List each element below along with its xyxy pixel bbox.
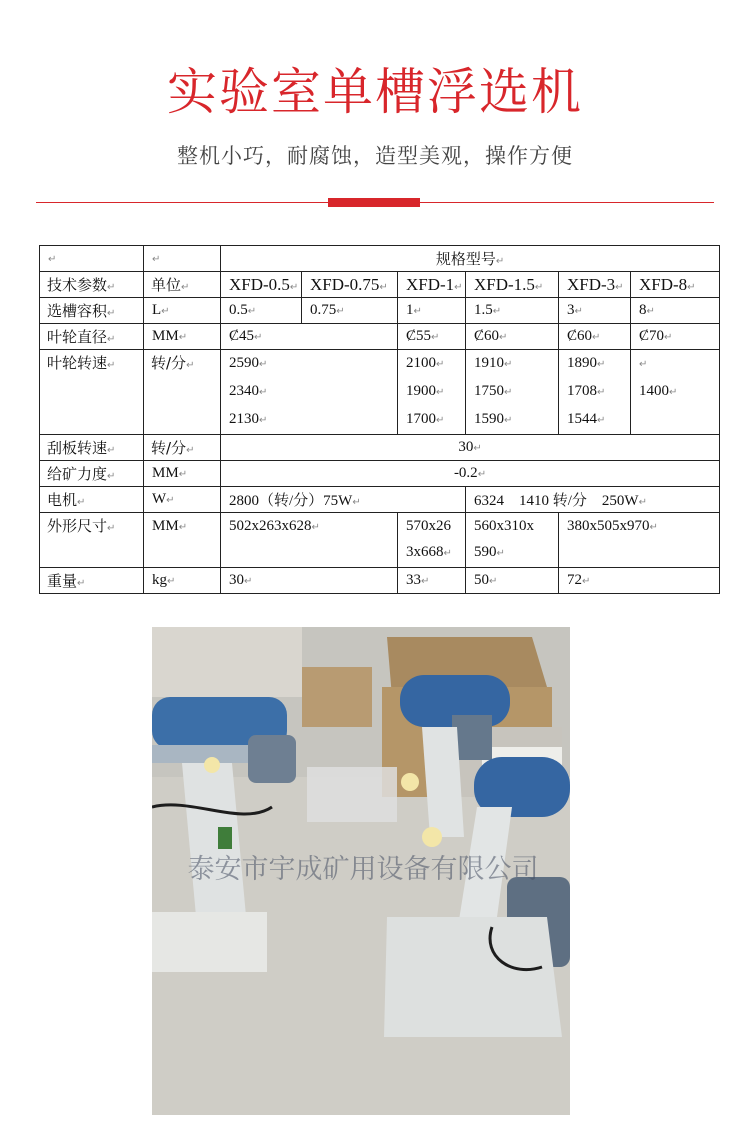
- row-label-volume: 选槽容积↵: [40, 298, 144, 324]
- model-cell: XFD-8↵: [631, 272, 720, 298]
- table-row: [40, 298, 720, 324]
- row-label-weight: 重量↵: [40, 568, 144, 594]
- value-cell: 72↵: [559, 568, 720, 594]
- value-cell: -0.2↵: [221, 461, 720, 487]
- unit-header: 单位↵: [144, 272, 221, 298]
- row-label-feed-size: 给矿力度↵: [40, 461, 144, 487]
- table-row: [40, 324, 720, 350]
- value-cell: 380x505x970↵: [559, 513, 720, 568]
- model-cell: XFD-1.5↵: [466, 272, 559, 298]
- spec-group-header: 规格型号↵: [221, 246, 720, 272]
- model-cell: XFD-3↵: [559, 272, 631, 298]
- value-cell: 6324 1410 转/分 250W↵: [466, 487, 720, 513]
- value-cell: 570x26 3x668↵: [398, 513, 466, 568]
- table-row: [40, 461, 720, 487]
- model-cell: XFD-1↵: [398, 272, 466, 298]
- value-cell: 2590↵ 2340↵ 2130↵: [221, 350, 398, 435]
- value-cell: 0.5↵: [221, 298, 302, 324]
- divider-accent: [328, 198, 420, 207]
- table-row: [40, 246, 720, 272]
- value-cell: ↵ 1400↵: [631, 350, 720, 435]
- row-label-dimensions: 外形尺寸↵: [40, 513, 144, 568]
- row-label-scraper-speed: 刮板转速↵: [40, 435, 144, 461]
- value-cell: 1↵: [398, 298, 466, 324]
- unit-cell: L↵: [144, 298, 221, 324]
- page-subtitle: 整机小巧，耐腐蚀，造型美观，操作方便: [177, 144, 573, 168]
- unit-cell: 转/分↵: [144, 350, 221, 435]
- row-label-models: 技术参数↵: [40, 272, 144, 298]
- unit-cell: MM↵: [144, 324, 221, 350]
- value-cell: 560x310x 590↵: [466, 513, 559, 568]
- table-row: [40, 568, 720, 594]
- page-title: 实验室单槽浮选机: [167, 63, 583, 121]
- row-label-motor: 电机↵: [40, 487, 144, 513]
- value-cell: 33↵: [398, 568, 466, 594]
- table-row: [40, 513, 720, 568]
- row-label-impeller-diameter: 叶轮直径↵: [40, 324, 144, 350]
- unit-cell: MM↵: [144, 513, 221, 568]
- value-cell: Ȼ60↵: [466, 324, 559, 350]
- empty-cell: ↵: [144, 246, 221, 272]
- value-cell: 30↵: [221, 435, 720, 461]
- unit-cell: MM↵: [144, 461, 221, 487]
- value-cell: 30↵: [221, 568, 398, 594]
- value-cell: 2800（转/分）75W↵: [221, 487, 466, 513]
- table-row: [40, 272, 720, 298]
- unit-cell: kg↵: [144, 568, 221, 594]
- value-cell: 1.5↵: [466, 298, 559, 324]
- model-cell: XFD-0.75↵: [302, 272, 398, 298]
- value-cell: Ȼ55↵: [398, 324, 466, 350]
- table-row: [40, 435, 720, 461]
- value-cell: 50↵: [466, 568, 559, 594]
- value-cell: 0.75↵: [302, 298, 398, 324]
- value-cell: Ȼ45↵: [221, 324, 398, 350]
- value-cell: 8↵: [631, 298, 720, 324]
- model-cell: XFD-0.5↵: [221, 272, 302, 298]
- empty-cell: ↵: [40, 246, 144, 272]
- value-cell: 502x263x628↵: [221, 513, 398, 568]
- row-label-impeller-speed: 叶轮转速↵: [40, 350, 144, 435]
- value-cell: 2100↵ 1900↵ 1700↵: [398, 350, 466, 435]
- unit-cell: W↵: [144, 487, 221, 513]
- product-photo: [152, 627, 570, 1115]
- value-cell: Ȼ70↵: [631, 324, 720, 350]
- value-cell: Ȼ60↵: [559, 324, 631, 350]
- spec-table: [39, 245, 720, 594]
- table-row: [40, 487, 720, 513]
- value-cell: 1910↵ 1750↵ 1590↵: [466, 350, 559, 435]
- value-cell: 3↵: [559, 298, 631, 324]
- company-watermark: 泰安市宇成矿用设备有限公司: [187, 854, 539, 885]
- unit-cell: 转/分↵: [144, 435, 221, 461]
- table-row: [40, 350, 720, 435]
- value-cell: 1890↵ 1708↵ 1544↵: [559, 350, 631, 435]
